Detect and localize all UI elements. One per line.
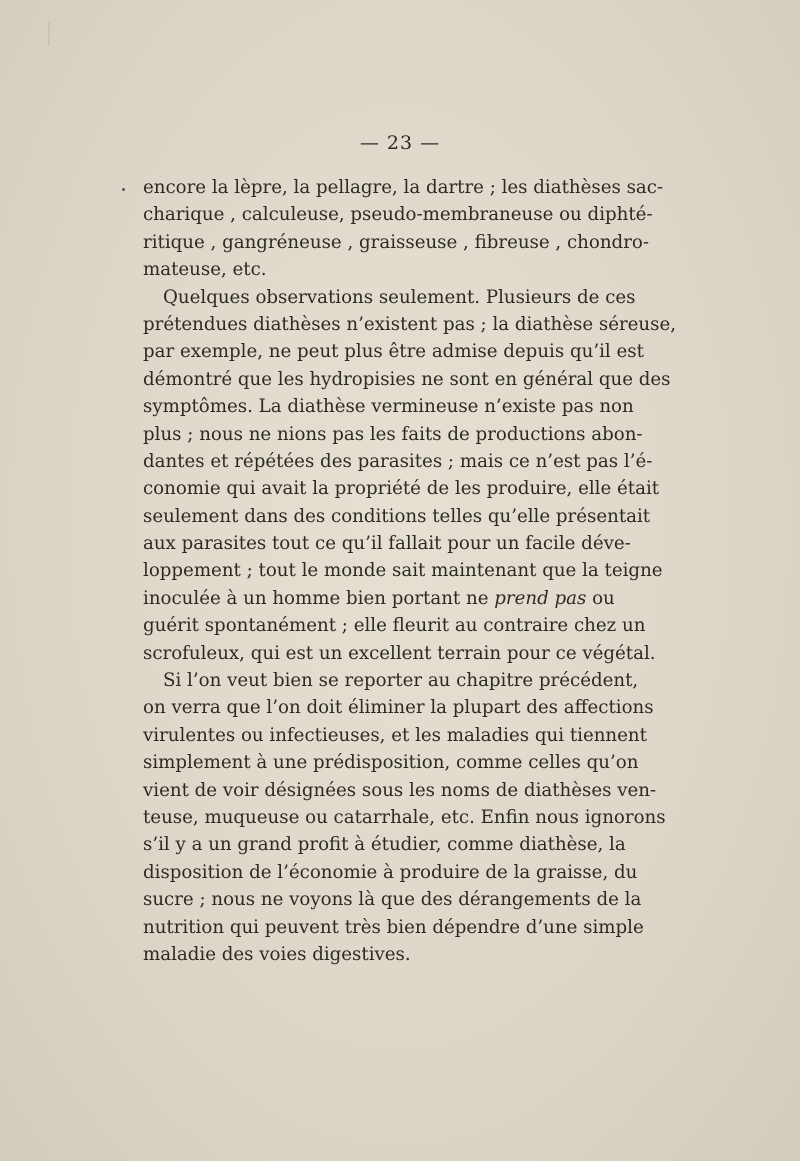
- text-line: conomie qui avait la propriété de les produire, elle était: [143, 478, 660, 500]
- text-line: on verra que l’on doit éliminer la plupart des affections: [143, 697, 654, 719]
- emphasis: prend pas: [494, 587, 587, 609]
- text-line: maladie des voies digestives.: [143, 943, 411, 965]
- page-edge-mark: [48, 22, 50, 46]
- text-line: aux parasites tout ce qu’il fallait pour un facile déve-: [143, 533, 631, 555]
- text-line: par exemple, ne peut plus être admise depuis qu’il est: [143, 341, 644, 363]
- text-line: plus ; nous ne nions pas les faits de productions abon-: [143, 423, 643, 445]
- text-line: charique , calculeuse, pseudo-membraneuse ou diphté-: [143, 204, 653, 226]
- text-line: mateuse, etc.: [143, 259, 267, 281]
- text-line: disposition de l’économie à produire de la graisse, du: [143, 861, 638, 883]
- text-line: teuse, muqueuse ou catarrhale, etc. Enfin nous ignorons: [143, 806, 666, 828]
- paragraph-3: [143, 667, 666, 968]
- body-text: [143, 174, 677, 968]
- text-line: dantes et répétées des parasites ; mais ce n’est pas l’é-: [143, 450, 653, 472]
- margin-dot: [122, 188, 125, 191]
- text-line: sucre ; nous ne voyons là que des dérangements de la: [143, 889, 642, 911]
- text-line: scrofuleux, qui est un excellent terrain pour ce végétal.: [143, 642, 656, 664]
- text-line: virulentes ou infectieuses, et les maladies qui tiennent: [143, 724, 647, 746]
- page-number: — 23 —: [359, 132, 441, 154]
- text-line: prétendues diathèses n’existent pas ; la diathèse séreuse,: [143, 313, 677, 335]
- text-line: seulement dans des conditions telles qu’elle présentait: [143, 505, 651, 527]
- text-line: Si l’on veut bien se reporter au chapitre précédent,: [163, 670, 639, 692]
- paragraph-1: [143, 174, 664, 284]
- text-line: ritique , gangréneuse , graisseuse , fibreuse , chondro-: [143, 231, 649, 253]
- text-line: symptômes. La diathèse vermineuse n’existe pas non: [143, 396, 634, 418]
- text-line: guérit spontanément ; elle fleurit au contraire chez un: [143, 615, 646, 637]
- text-line: inoculée à un homme bien portant ne prend pas ou: [143, 587, 615, 609]
- text-line: Quelques observations seulement. Plusieurs de ces: [163, 286, 636, 308]
- text-line: nutrition qui peuvent très bien dépendre d’une simple: [143, 916, 644, 938]
- text-line: s’il y a un grand profit à étudier, comme diathèse, la: [143, 834, 626, 856]
- paragraph-2: [143, 284, 677, 667]
- text-line: encore la lèpre, la pellagre, la dartre ; les diathèses sac-: [143, 177, 664, 198]
- text-line: loppement ; tout le monde sait maintenant que la teigne: [143, 560, 663, 582]
- text-line: simplement à une prédisposition, comme celles qu’on: [143, 752, 639, 774]
- text-line: démontré que les hydropisies ne sont en général que des: [143, 368, 671, 390]
- text-line: vient de voir désignées sous les noms de diathèses ven-: [143, 779, 657, 801]
